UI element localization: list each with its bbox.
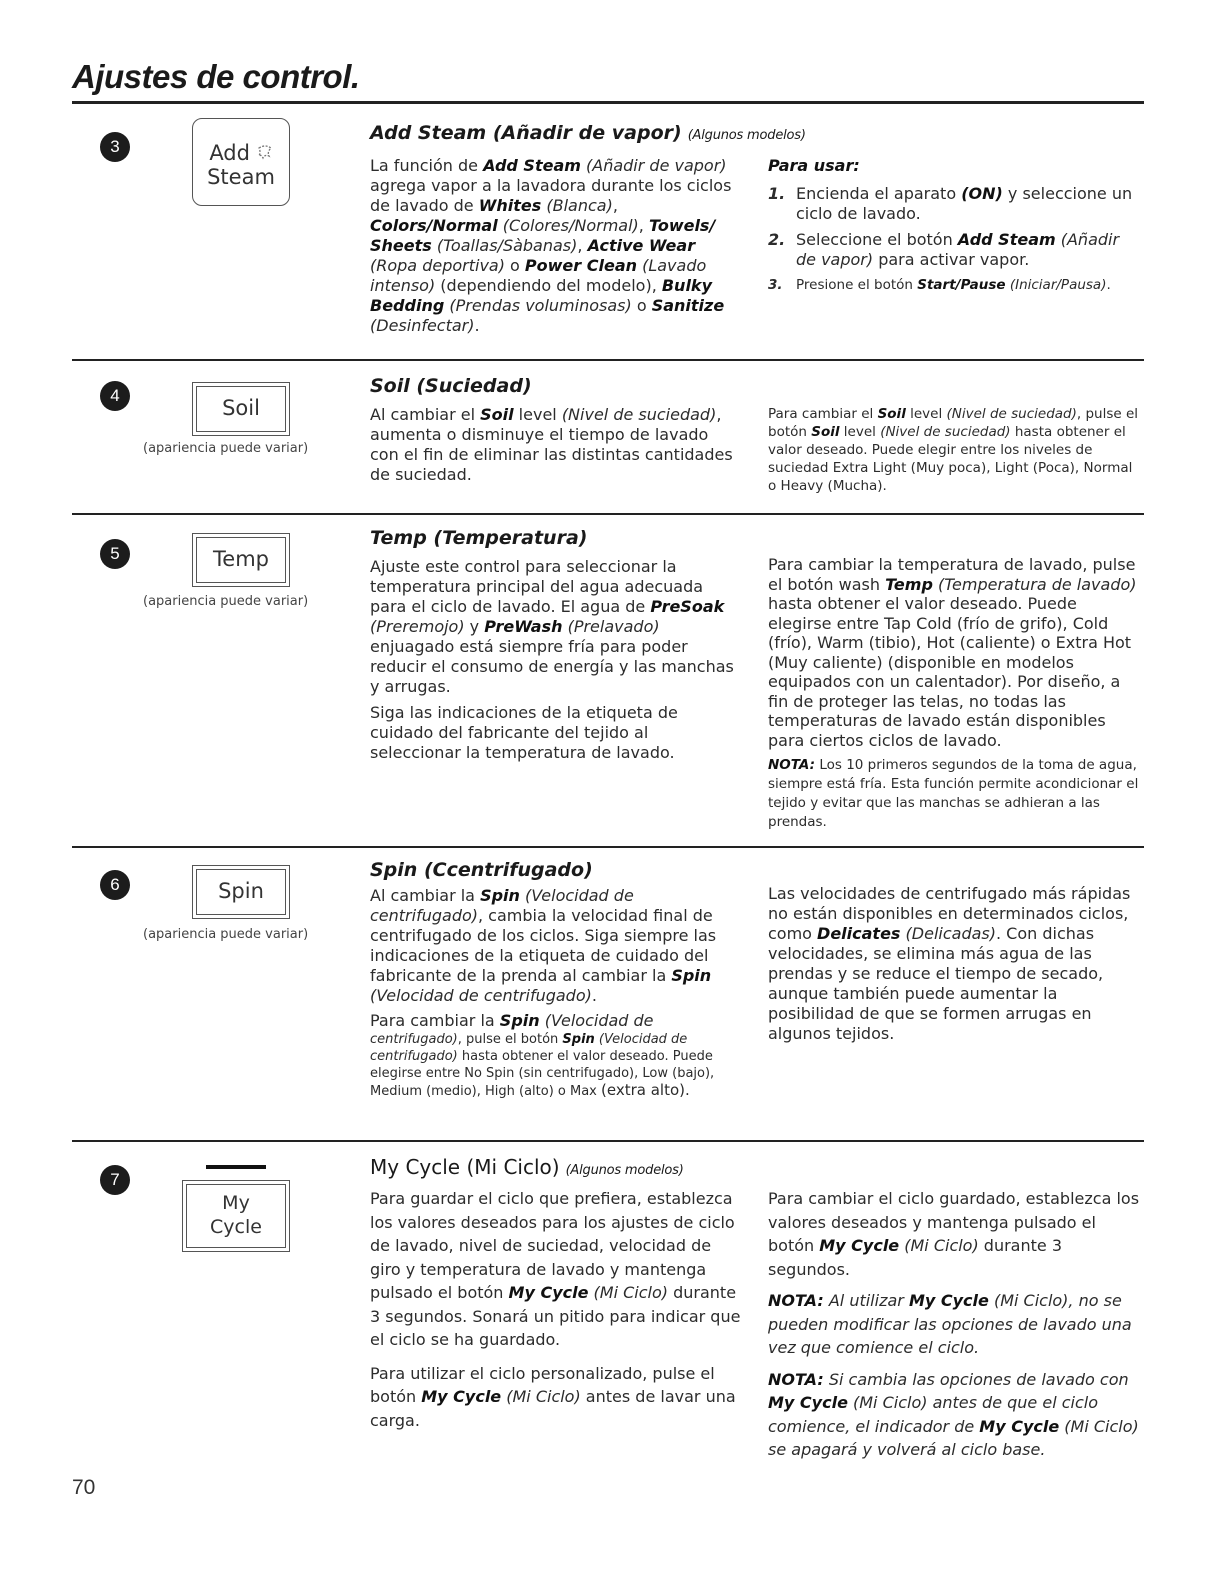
my-cycle-button-label: My (222, 1192, 250, 1214)
add-steam-instructions (768, 156, 1144, 300)
temp-button-illustration (192, 533, 290, 587)
my-cycle-instructions: Para cambiar el ciclo guardado, establezca los valores deseados y mantenga pulsado el botón My Cycle (Mi Ciclo) durante 3 segundos. NOTA: Al utilizar My Cycle (Mi Ciclo), no se pueden modificar las opciones de lavado una vez que comience el ciclo. NOTA: Si cambia las opciones de lavado con My Cycle (Mi Ciclo) antes de que el ciclo comience, el indicador de My Cycle (Mi Ciclo) se apagará y volverá al ciclo base. (768, 1189, 1140, 1459)
indicator-light (206, 1165, 266, 1169)
section-heading: My Cycle (Mi Ciclo) (Algunos modelos) (370, 1155, 684, 1179)
list-item: 2. Seleccione el botón Add Steam (Añadir de vapor) para activar vapor. (768, 230, 1120, 269)
temp-instructions: Para cambiar la temperatura de lavado, pulse el botón wash Temp (Temperatura de lavado) hasta obtener el valor deseado. Puede elegirse entre Tap Cold (frío de grifo), Cold (frío), Warm (tibio), Hot (caliente) o Extra Hot (Muy caliente) (disponible en modelos equipados con un calentador). Por diseño, a fin de proteger las telas, no todas las temperaturas de lavado están disponibles para ciertos ciclos de lavado. NOTA: Los 10 primeros segundos de la toma de agua, siempre está fría. Esta función permite acondicionar el tejido y evitar que las manchas se adhieran a las prendas. (768, 555, 1139, 830)
add-steam-button-label: Add (209, 141, 250, 165)
steps-list (768, 184, 1144, 294)
section-heading: Spin (Ccentrifugado) (370, 859, 593, 881)
section-heading: Soil (Suciedad) (370, 375, 532, 397)
spin-instructions: Las velocidades de centrifugado más rápidas no están disponibles en determinados ciclos, como Delicates (Delicadas). Con dichas velocidades, se elimina más agua de las prendas y se reduce el tiempo de secado, aunque también puede aumentar la posibilidad de que se formen arrugas en algunos tejidos. (768, 884, 1131, 1043)
heading-note: (Algunos modelos) (565, 1163, 684, 1178)
list-item: 1. Encienda el aparato (ON) y seleccione un ciclo de lavado. (768, 184, 1133, 223)
heading-note: (Algunos modelos) (687, 128, 806, 143)
page-number: 70 (72, 1476, 96, 1499)
note-label: NOTA: (768, 1369, 824, 1389)
my-cycle-description: Para guardar el ciclo que prefiera, establezca los valores deseados para los ajustes de ciclo de lavado, nivel de suciedad, velocidad de giro y temperatura de lavado y mantenga pulsado el botón My Cycle (Mi Ciclo) durante 3 segundos. Sonará un pitido para indicar que el ciclo se ha guardado. Para utilizar el ciclo personalizado, pulse el botón My Cycle (Mi Ciclo) antes de lavar una carga. (370, 1189, 741, 1430)
step-number-badge: 6 (100, 870, 130, 900)
divider (72, 359, 1144, 361)
divider (72, 101, 1144, 104)
appearance-note: (apariencia puede variar) (143, 927, 309, 942)
step-number-badge: 7 (100, 1165, 130, 1195)
para-usar-label: Para usar: (768, 156, 860, 175)
add-steam-description: La función de Add Steam (Añadir de vapor) agrega vapor a la lavadora durante los ciclos de lavado de Whites (Blanca), Colors/Normal (Colores/Normal), Towels/ Sheets (Toallas/Sàbanas), Active Wear (Ropa deportiva) o Power Clean (Lavado intenso) (dependiendo del modelo), Bulky Bedding (Prendas voluminosas) o Sanitize (Desinfectar). (370, 156, 732, 335)
add-steam-button-label-2: Steam (207, 165, 275, 189)
list-item: 3. Presione el botón Start/Pause (Iniciar/Pausa). (768, 277, 1111, 293)
step-number-badge: 5 (100, 539, 130, 569)
soil-description: Al cambiar el Soil level (Nivel de suciedad), aumenta o disminuye el tiempo de lavado con el fin de eliminar las distintas cantidades de suciedad. (370, 405, 733, 484)
section-heading: Add Steam (Añadir de vapor) (Algunos modelos) (370, 122, 806, 144)
temp-button-label: Temp (213, 547, 269, 571)
steam-icon (257, 144, 273, 162)
divider (72, 846, 1144, 848)
my-cycle-button-illustration (182, 1180, 290, 1252)
step-number-badge: 4 (100, 381, 130, 411)
note-label: NOTA: (768, 1291, 824, 1310)
spin-button-label: Spin (218, 879, 264, 903)
page-title: Ajustes de control. (72, 58, 360, 95)
appearance-note: (apariencia puede variar) (143, 594, 309, 609)
step-number-badge: 3 (100, 132, 130, 162)
note-label: NOTA: (768, 757, 816, 773)
spin-button-illustration (192, 865, 290, 919)
my-cycle-button-label-2: Cycle (210, 1216, 262, 1238)
divider (72, 1140, 1144, 1142)
add-steam-button-illustration (192, 118, 290, 206)
soil-button-illustration (192, 382, 290, 436)
soil-instructions: Para cambiar el Soil level (Nivel de suciedad), pulse el botón Soil level (Nivel de suciedad) hasta obtener el valor deseado. Puede elegir entre los niveles de suciedad Extra Light (Muy poca), Light (Poca), Normal o Heavy (Mucha). (768, 406, 1139, 494)
section-heading: Temp (Temperatura) (370, 527, 588, 549)
soil-button-label: Soil (222, 396, 260, 420)
appearance-note: (apariencia puede variar) (143, 441, 309, 456)
spin-description: Al cambiar la Spin (Velocidad de centrifugado), cambia la velocidad final de centrifugado de los ciclos. Siga siempre las indicaciones de la etiqueta de cuidado del fabricante de la prenda al cambiar la Spin (Velocidad de centrifugado). Para cambiar la Spin (Velocidad de centrifugado), pulse el botón Spin (Velocidad de centrifugado) hasta obtener el valor deseado. Puede elegirse entre No Spin (sin centrifugado), Low (bajo), Medium (medio), High (alto) o Max (extra alto). (370, 886, 717, 1099)
divider (72, 513, 1144, 515)
temp-description: Ajuste este control para seleccionar la temperatura principal del agua adecuada para el ciclo de lavado. El agua de PreSoak (Preremojo) y PreWash (Prelavado) enjuagado está siempre fría para poder reducir el consumo de energía y las manchas y arrugas. Siga las indicaciones de la etiqueta de cuidado del fabricante del tejido al seleccionar la temperatura de lavado. (370, 557, 734, 762)
